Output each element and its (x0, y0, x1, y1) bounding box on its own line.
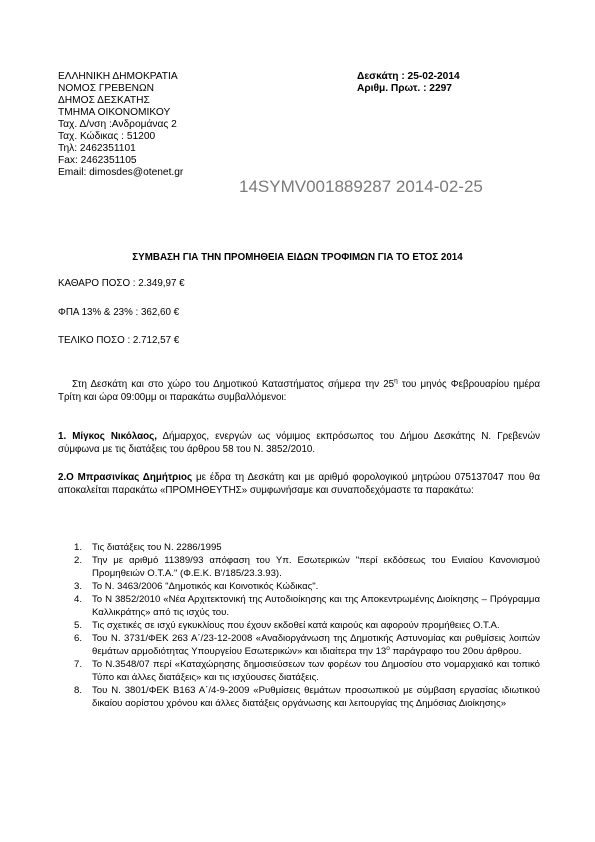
legal-basis-list (74, 541, 540, 710)
date-protocol-block (357, 71, 460, 95)
issuer-line: ΔΗΜΟΣ ΔΕΣΚΑΤΗΣ (58, 95, 150, 106)
list-item-text: Τις διατάξεις του Ν. 2286/1995 (92, 542, 222, 553)
list-item (74, 541, 540, 554)
total-amount: ΤΕΛΙΚΟ ΠΟΣΟ : 2.712,57 € (58, 335, 180, 346)
document-title: ΣΥΜΒΑΣΗ ΓΙΑ ΤΗΝ ΠΡΟΜΗΘΕΙΑ ΕΙΔΩΝ ΤΡΟΦΙΜΩΝ ΓΙΑ ΤΟ ΕΤΟΣ 2014 (132, 252, 463, 263)
vat-amount: ΦΠΑ 13% & 23% : 362,60 € (58, 307, 180, 318)
issuer-line: ΕΛΛΗΝΙΚΗ ΔΗΜΟΚΡΑΤΙΑ (58, 71, 178, 82)
list-item (74, 619, 540, 632)
net-amount: ΚΑΘΑΡΟ ΠΟΣΟ : 2.349,97 € (58, 278, 185, 289)
list-item-text: Την με αριθμό 11389/93 απόφαση του Υπ. Εσωτερικών "περί εκδόσεως του Ενιαίου Κανονισμού Προμηθειών Ο.Τ.Α." (Φ.Ε.Κ. Β'/185/23.3.93). (92, 555, 540, 579)
list-item-number: 8. (74, 685, 83, 696)
intro-text: Στη Δεσκάτη και στο χώρο του Δημοτικού Καταστήματος σήμερα την 25 (72, 379, 395, 390)
intro-superscript: η (394, 377, 398, 385)
party-two-paragraph (58, 471, 540, 497)
list-item-number: 2. (74, 555, 83, 566)
phone-line: Τηλ: 2462351101 (58, 143, 136, 154)
list-item (74, 580, 540, 593)
party-one-text: Δήμαρχος, ενεργών ως νόμιμος εκπρόσωπος του Δήμου Δεσκάτης Ν. Γρεβενών σύμφωνα με τις διατάξεις του άρθρου 58 του Ν. 3852/2010. (58, 431, 540, 455)
intro-paragraph (58, 378, 540, 404)
list-item-text: Του Ν. 3801/ΦΕΚ Β163 Α΄/4-9-2009 «Ρυθμίσεις θεμάτων προσωπικού με σύμβαση εργασίας ιδιωτικού δικαίου αορίστου χρόνου και άλλες διατάξεις οργάνωσης και λειτουργίας της Δημόσιας Διοίκησης» (92, 685, 540, 709)
list-item-text: Του Ν. 3731/ΦΕΚ 263 Α΄/23-12-2008 «Αναδιοργάνωση της Δημοτικής Αστυνομίας και ρυθμίσεις λοιπών θεμάτων αρμοδιότητας Υπουργείου Εσωτερικών» και ιδιαίτερα την 13 (92, 633, 540, 657)
list-item-number: 4. (74, 594, 83, 605)
list-item-text: Τις σχετικές σε ισχύ εγκυκλίους που έχουν εκδοθεί κατά καιρούς και αφορούν προμήθειες Ο.Τ.Α. (92, 620, 500, 631)
issuer-line: ΝΟΜΟΣ ΓΡΕΒΕΝΩΝ (58, 83, 154, 94)
list-item-superscript: ο (386, 644, 390, 652)
list-item (74, 684, 540, 710)
party-one-name: 1. Μίγκος Νικόλαος, (58, 431, 157, 442)
list-item-number: 7. (74, 659, 83, 670)
party-two-text: με έδρα τη Δεσκάτη και με αριθμό φορολογικού μητρώου 075137047 που θα αποκαλείται παρακάτω «ΠΡΟΜΗΘΕΥΤΗΣ» συμφωνήσαμε και συναποδεχόμαστε τα παρακάτω: (58, 472, 540, 496)
list-item-text: Το Ν 3852/2010 «Νέα Αρχιτεκτονική της Αυτοδιοίκησης και της Αποκεντρωμένης Διοίκησης – Πρόγραμμα Καλλικράτης» από τις ισχύς του. (92, 594, 540, 618)
postal-code-line: Ταχ. Κώδικας : 51200 (58, 131, 156, 142)
party-one-paragraph (58, 430, 540, 456)
diavgeia-stamp: 14SYMV001889287 2014-02-25 (239, 177, 483, 196)
list-item-number: 3. (74, 581, 83, 592)
list-item (74, 658, 540, 684)
date-line: Δεσκάτη : 25-02-2014 (357, 71, 460, 82)
list-item (74, 554, 540, 580)
address-line: Ταχ. Δ/νση :Ανδρομάνας 2 (58, 119, 177, 130)
intro-text-cont: του μηνός Φεβρουαρίου ημέρα Τρίτη και ώρα 09:00μμ οι παρακάτω συμβαλλόμενοι: (58, 379, 541, 403)
issuer-line: ΤΜΗΜΑ ΟΙΚΟΝΟΜΙΚΟΥ (58, 107, 171, 118)
issuer-block (58, 71, 183, 179)
fax-line: Fax: 2462351105 (58, 155, 137, 166)
party-two-name: 2.Ο Μπρασινίκας Δημήτριος (58, 472, 193, 483)
email-line: Email: dimosdes@otenet.gr (58, 167, 184, 178)
list-item-number: 5. (74, 620, 83, 631)
protocol-number-line: Αριθμ. Πρωτ. : 2297 (357, 83, 452, 94)
list-item (74, 632, 540, 658)
list-item-number: 1. (74, 542, 83, 553)
list-item-text: Το Ν.3548/07 περί «Καταχώρησης δημοσιεύσεων των φορέων του Δημοσίου στο νομαρχιακό και τοπικό Τύπο και άλλες διατάξεις» και τις ισχύουσες διατάξεις. (92, 659, 540, 683)
list-item (74, 593, 540, 619)
list-item-number: 6. (74, 633, 83, 644)
list-item-text-cont: παράγραφο του 20ου άρθρου. (389, 646, 522, 657)
list-item-text: Το Ν. 3463/2006 "Δημοτικός και Κοινοτικός Κώδικας". (92, 581, 319, 592)
